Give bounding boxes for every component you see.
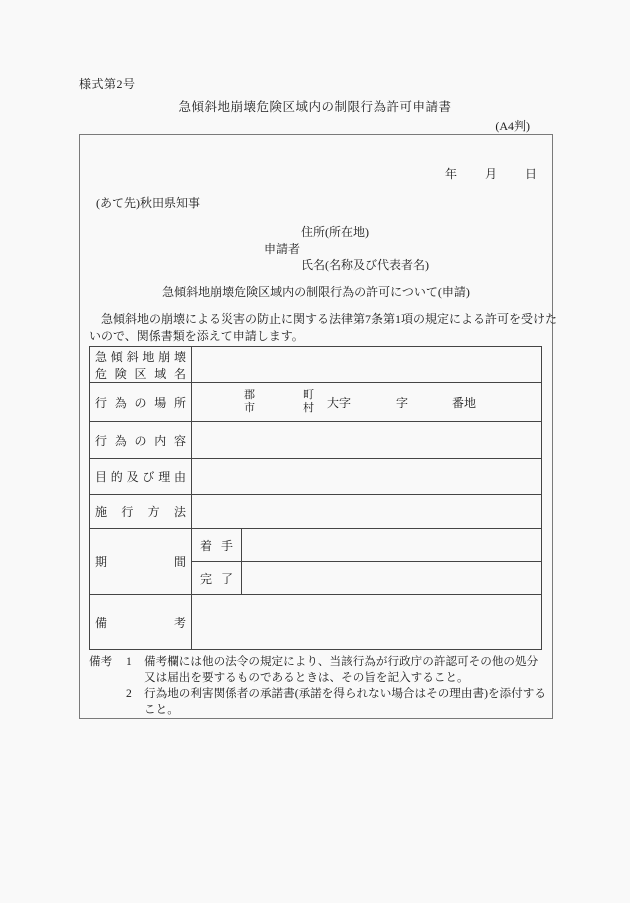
method-value-cell — [192, 495, 542, 529]
date-line — [445, 165, 537, 182]
danger-zone-label — [90, 347, 192, 383]
table-row-method — [90, 495, 542, 529]
note-item-2 — [89, 686, 547, 718]
purpose-value-cell — [192, 459, 542, 495]
day-label: 日 — [524, 167, 537, 181]
place-label: 行為の場所 — [90, 383, 192, 422]
remarks-label: 備考 — [90, 595, 192, 650]
page-title: 急傾斜地崩壊危険区域内の制限行為許可申請書 — [178, 100, 452, 114]
paper-size-label: (A4判) — [495, 119, 530, 133]
note-item-1 — [89, 654, 547, 686]
applicant-address-label: 住所(所在地) — [301, 225, 369, 239]
period-end-label: 完了 — [192, 562, 242, 595]
applicant-name-label: 氏名(名称及び代表者名) — [301, 258, 429, 272]
table-row-purpose — [90, 459, 542, 495]
act-content-value-cell — [192, 422, 542, 459]
danger-zone-label-line2: 危険区域名 — [95, 366, 186, 381]
son-label: 村 — [303, 402, 314, 414]
banchi-label: 番地 — [452, 395, 477, 410]
addressee-line: (あて先)秋田県知事 — [96, 196, 200, 210]
danger-zone-label-line1: 急傾斜地崩壊 — [95, 349, 186, 364]
gun-shi-unit — [244, 389, 255, 415]
note-2-text: 行為地の利害関係者の承諾書(承諾を得られない場合はその理由書)を添付すること。 — [144, 687, 546, 716]
table-row-act-content — [90, 422, 542, 459]
place-units — [192, 389, 541, 415]
period-end-value-cell — [242, 562, 542, 595]
danger-zone-value-cell — [192, 347, 542, 383]
cho-son-unit — [303, 389, 314, 415]
period-label: 期間 — [90, 529, 192, 595]
cho-label: 町 — [303, 389, 314, 401]
shi-label: 市 — [244, 402, 255, 414]
application-table — [89, 346, 542, 650]
table-row-period-start — [90, 529, 542, 562]
gun-label: 郡 — [244, 389, 255, 401]
subject-line: 急傾斜地崩壊危険区域内の制限行為の許可について(申請) — [162, 285, 470, 299]
period-start-value-cell — [242, 529, 542, 562]
footnotes — [89, 654, 547, 718]
month-label: 月 — [484, 167, 497, 181]
period-start-label: 着手 — [192, 529, 242, 562]
body-line-1: 急傾斜地の崩壊による災害の防止に関する法律第7条第1項の規定による許可を受けた — [89, 312, 558, 326]
notes-label-spacer — [89, 686, 126, 718]
table-row-place — [90, 383, 542, 422]
table-row-danger-zone — [90, 347, 542, 383]
note-1-text: 備考欄には他の法令の規定により、当該行為が行政庁の許認可その他の処分又は届出を要するものであるときは、その旨を記入すること。 — [144, 655, 539, 684]
note-2-number: 2 — [126, 687, 132, 700]
aza-label: 字 — [396, 395, 409, 410]
notes-label: 備考 — [89, 655, 113, 668]
table-row-remarks — [90, 595, 542, 650]
act-content-label: 行為の内容 — [90, 422, 192, 459]
place-value-cell — [192, 383, 542, 422]
method-label: 施行方法 — [90, 495, 192, 529]
main-border-box — [79, 134, 558, 719]
body-paragraph — [89, 311, 558, 344]
year-label: 年 — [444, 167, 457, 181]
oaza-label: 大字 — [327, 395, 352, 410]
body-line-2: いので、関係書類を添えて申請します。 — [89, 328, 304, 343]
form-number: 様式第2号 — [79, 77, 136, 91]
remarks-value-cell — [192, 595, 542, 650]
note-1-number: 1 — [126, 655, 132, 668]
purpose-label: 目的及び理由 — [90, 459, 192, 495]
applicant-label: 申請者 — [264, 242, 301, 256]
